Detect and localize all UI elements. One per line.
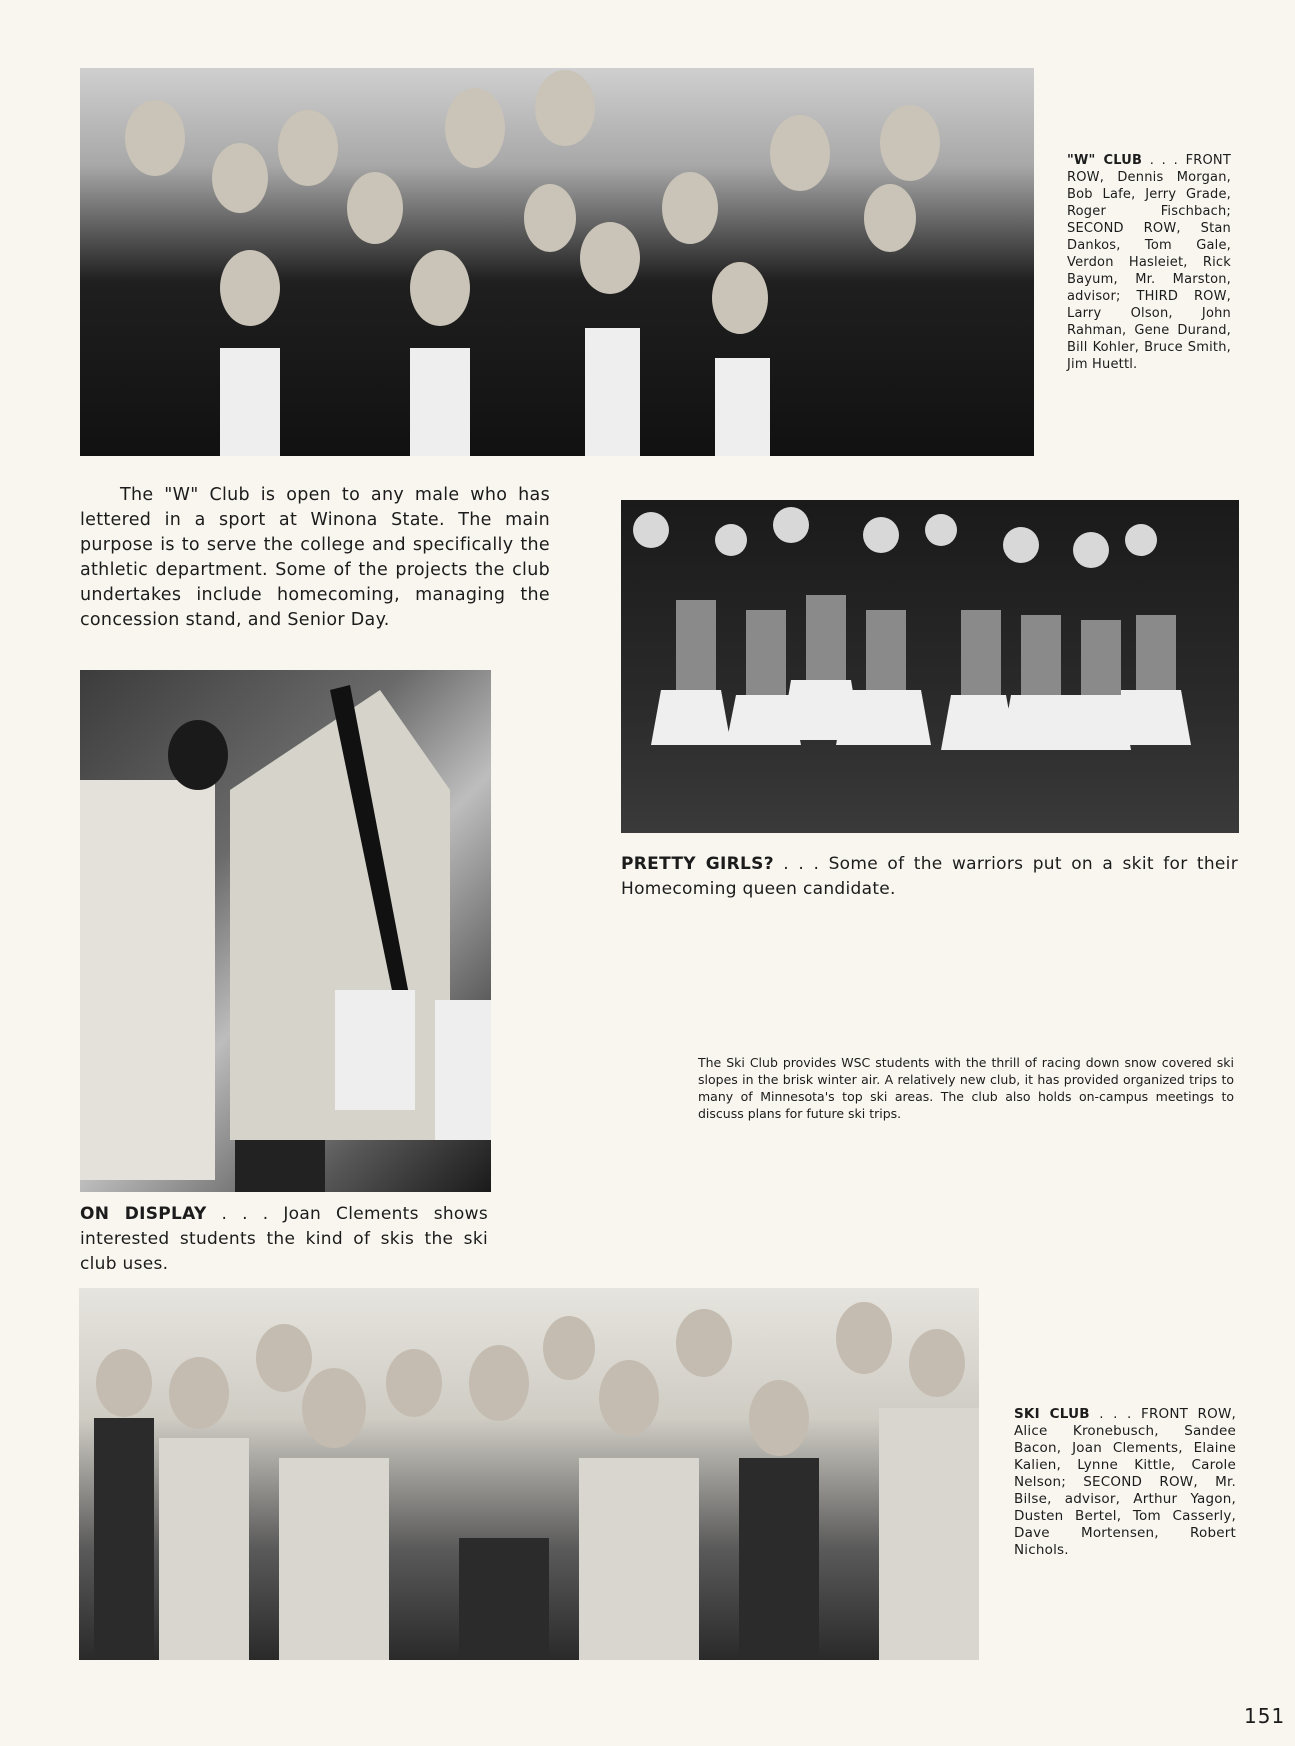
w-club-caption — [1067, 152, 1231, 373]
on-display-caption — [80, 1202, 488, 1277]
w-club-photo-illustration — [80, 68, 1034, 456]
pretty-girls-caption-heading: PRETTY GIRLS? — [621, 854, 774, 874]
on-display-caption-text: . . . Joan Clements shows interested students the kind of skis the ski club uses. — [80, 1204, 488, 1274]
pretty-girls-photo-illustration — [621, 500, 1239, 833]
w-club-photo — [80, 68, 1034, 456]
pretty-girls-caption-text: . . . Some of the warriors put on a skit for their Homecoming queen candidate. — [621, 854, 1238, 899]
ski-club-caption-heading: SKI CLUB — [1014, 1406, 1090, 1422]
ski-club-caption — [1014, 1406, 1236, 1559]
on-display-caption-heading: ON DISPLAY — [80, 1204, 207, 1224]
on-display-photo — [80, 670, 491, 1192]
page-number: 151 — [1244, 1704, 1286, 1728]
on-display-photo-illustration — [80, 670, 491, 1192]
ski-club-photo — [79, 1288, 979, 1660]
w-club-caption-heading: "W" CLUB — [1067, 153, 1143, 168]
pretty-girls-photo — [621, 500, 1239, 833]
w-club-caption-text: . . . FRONT ROW, Dennis Morgan, Bob Lafe, Jerry Grade, Roger Fischbach; SECOND ROW, Stan Dankos, Tom Gale, Verdon Hasleiet, Rick Bayum, Mr. Marston, advisor; THIRD ROW, Larry Olson, John Rahman, Gene Durand, Bill Kohler, Bruce Smith, Jim Huettl. — [1067, 153, 1231, 372]
pretty-girls-caption — [621, 852, 1238, 902]
ski-club-photo-illustration — [79, 1288, 979, 1660]
w-club-description: The "W" Club is open to any male who has lettered in a sport at Winona State. The main purpose is to serve the college and specifically the athletic department. Some of the projects the club undertakes include homecoming, managing the concession stand, and Senior Day. — [80, 485, 550, 630]
ski-club-description: The Ski Club provides WSC students with the thrill of racing down snow covered ski slopes in the brisk winter air. A relatively new club, it has provided organized trips to many of Minnesota's top ski areas. The club also holds on-campus meetings to discuss plans for future ski trips. — [698, 1055, 1234, 1121]
ski-club-caption-text: . . . FRONT ROW, Alice Kronebusch, Sandee Bacon, Joan Clements, Elaine Kalien, Lynne Kittle, Carole Nelson; SECOND ROW, Mr. Bilse, advisor, Arthur Yagon, Dusten Bertel, Tom Casserly, Dave Mortensen, Robert Nichols. — [1014, 1406, 1236, 1558]
